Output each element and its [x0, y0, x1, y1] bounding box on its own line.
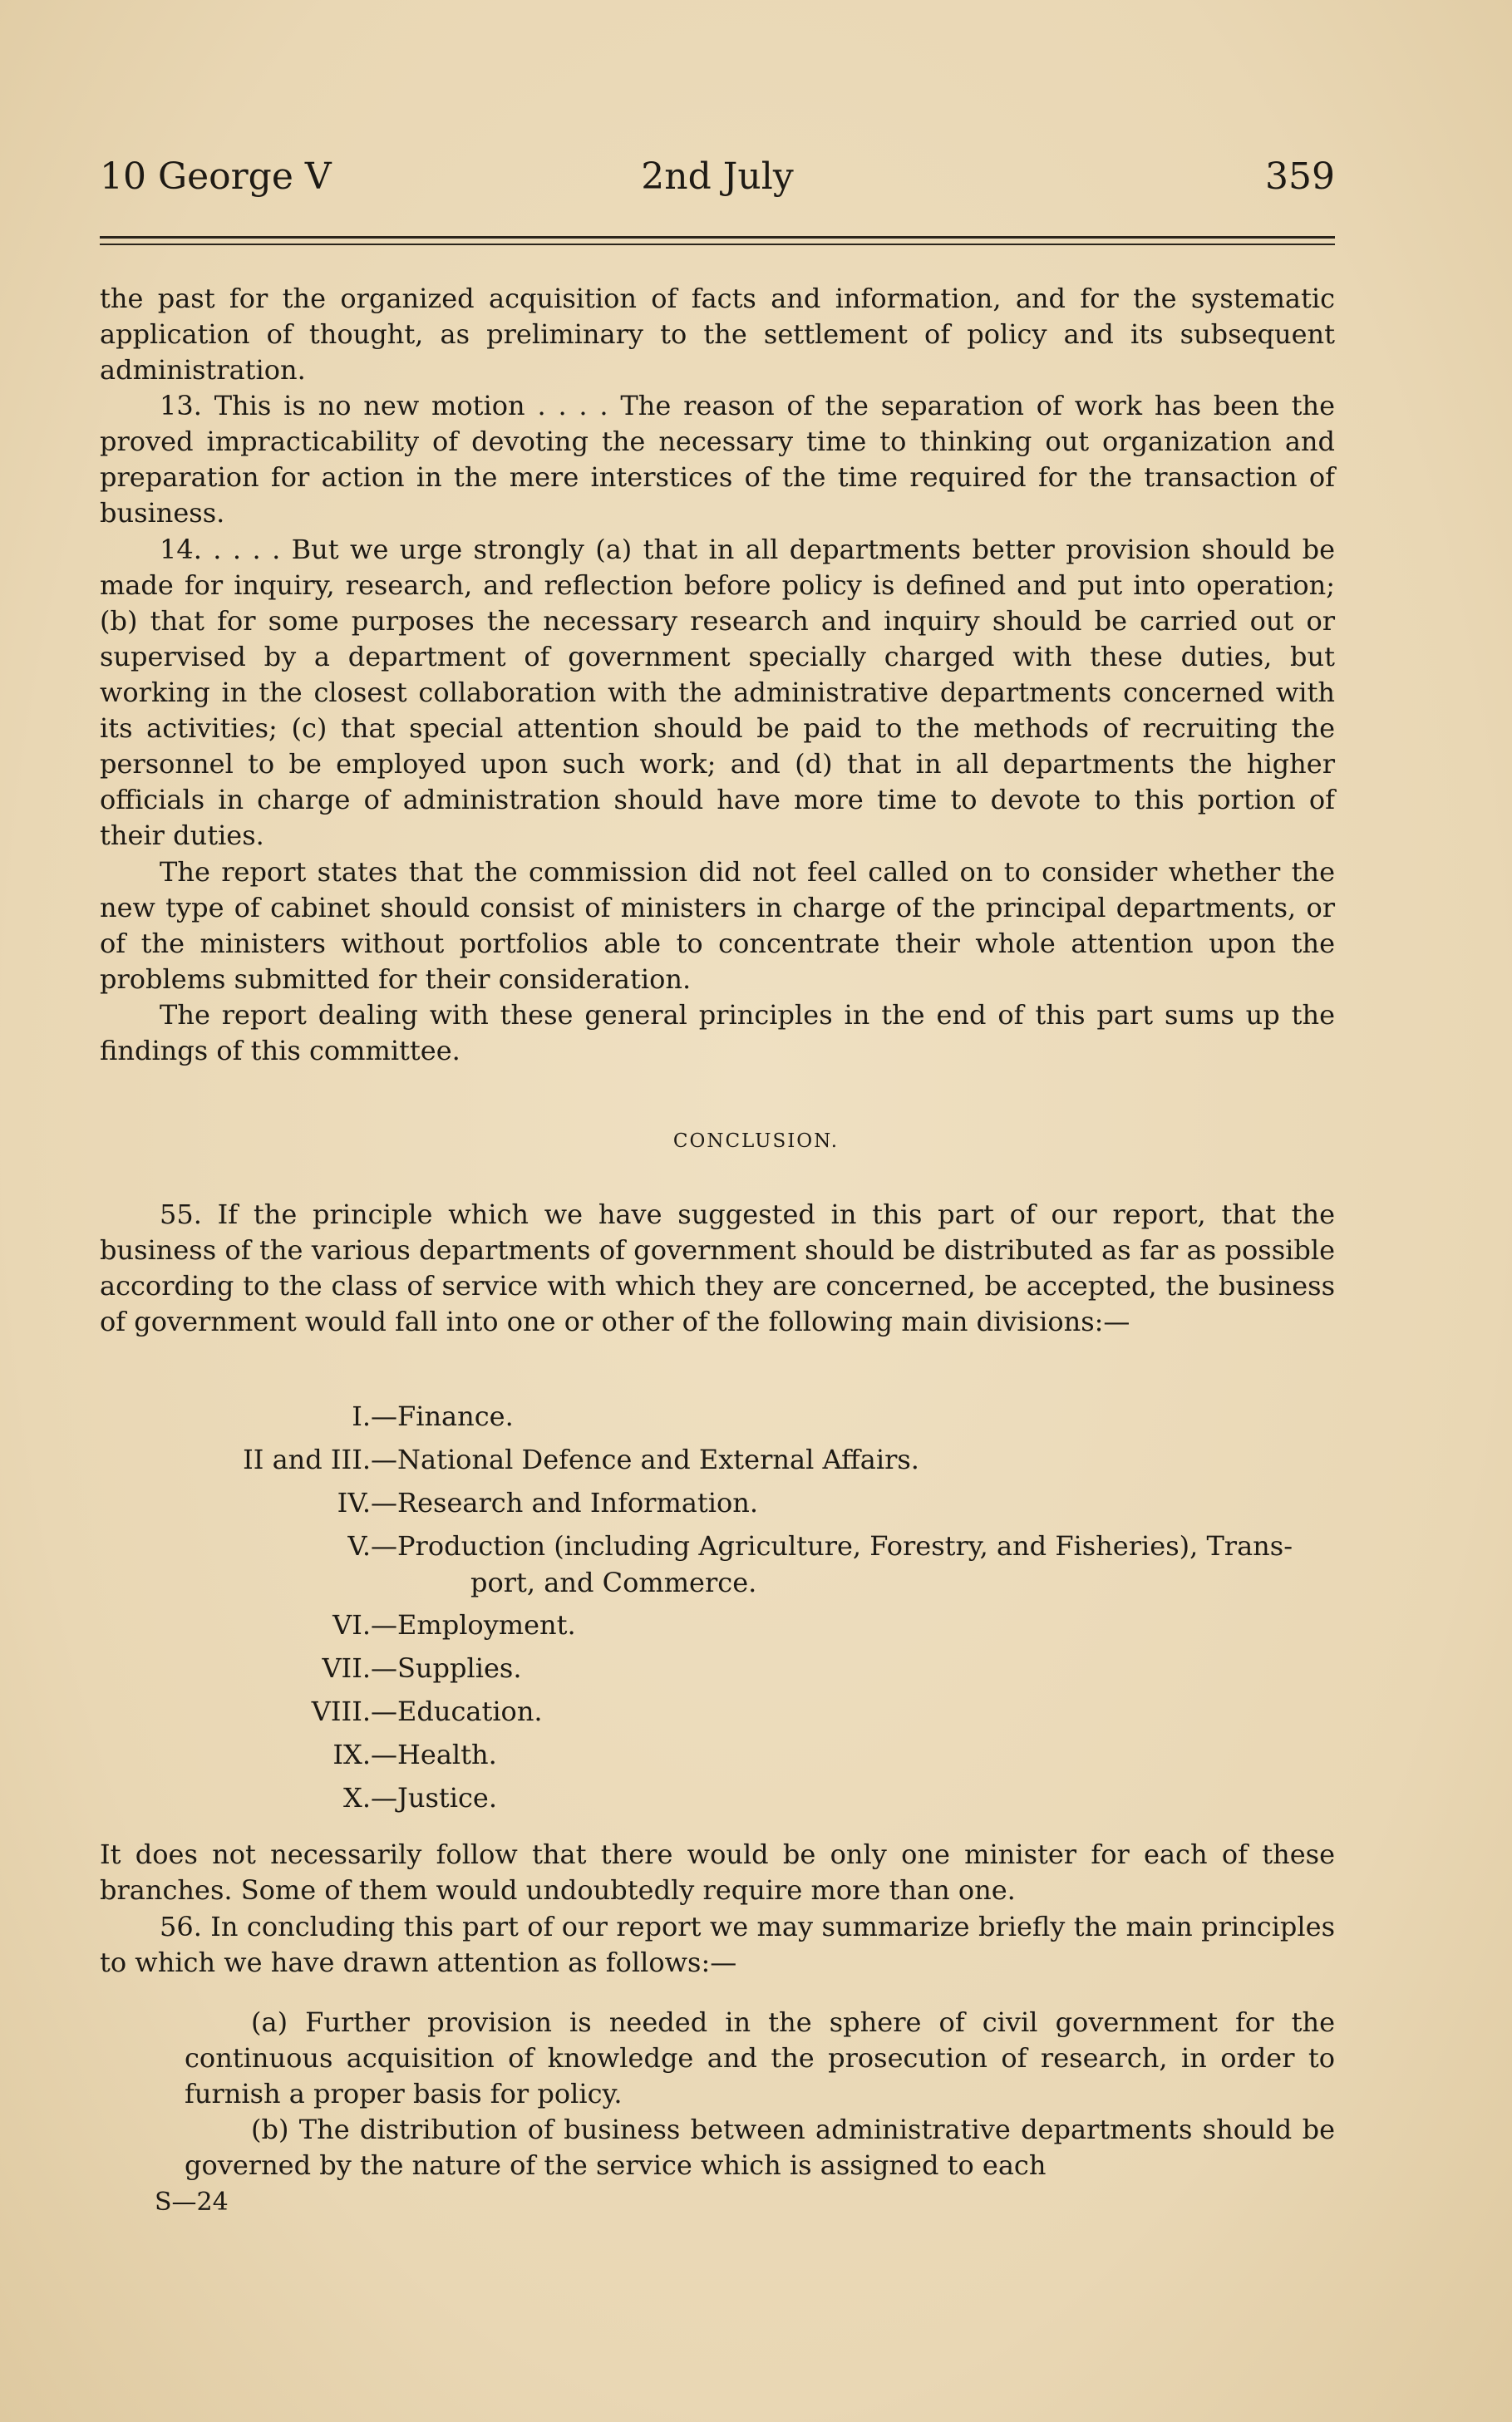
page-number: 359	[1265, 155, 1335, 198]
list-item	[100, 1438, 1335, 1481]
division-number: II and III.	[243, 1444, 371, 1475]
section-heading-conclusion: CONCLUSION.	[672, 1130, 840, 1152]
paragraph-continuation: the past for the organized acquisition of facts and information, and for the systematic application of thought, as preliminary to the settlement of policy and its subsequent administration.	[100, 283, 1335, 386]
list-item	[100, 1733, 1335, 1776]
list-item	[100, 1647, 1335, 1690]
division-number: VIII.	[311, 1696, 371, 1727]
list-item	[100, 1395, 1335, 1438]
list-item	[100, 1776, 1335, 1819]
paragraph-report-dealing: The report dealing with these general principles in the end of this part sums up the findings of this committee.	[100, 999, 1335, 1066]
divisions-list	[100, 1395, 1335, 1819]
list-item	[100, 1603, 1335, 1647]
division-label: —Supplies.	[371, 1652, 522, 1684]
division-number: VII.	[322, 1652, 371, 1684]
division-label: —Employment.	[371, 1609, 576, 1641]
division-label	[371, 1528, 1335, 1601]
paragraph-minister-note: It does not necessarily follow that there would be only one minister for each of these branches. Some of them would undoubtedly require more than one.	[100, 1839, 1335, 1906]
header-date: 2nd July	[641, 155, 794, 198]
list-item	[100, 1524, 1335, 1603]
paragraph-14: 14. . . . . But we urge strongly (a) that in all departments better provision should be made for inquiry, research, and reflection before policy is defined and put into operation; (b) that for some purposes the necessary research and inquiry should be carried out or supervised by a department of government specially charged with these duties, but working in the closest collaboration with the administrative departments concerned with its activities; (c) that special attention should be paid to the methods of recruiting the personnel to be employed upon such work; and (d) that in all departments the higher officials in charge of administration should have more time to devote to this portion of their duties.	[100, 534, 1335, 851]
signature-mark: S—24	[155, 2188, 229, 2217]
division-number: V.	[347, 1530, 371, 1562]
paragraph-56: 56. In concluding this part of our report we may summarize briefly the main principles to which we have drawn attention as follows:—	[100, 1911, 1335, 1978]
header-rule-top	[100, 236, 1335, 239]
principle-a: (a) Further provision is needed in the sphere of civil government for the continuous acquisition of knowledge and the prosecution of research, in order to furnish a proper basis for policy.	[185, 2006, 1335, 2109]
division-label: —Health.	[371, 1739, 497, 1770]
paragraph-report-states: The report states that the commission did not feel called on to consider whether the new type of cabinet should consist of ministers in charge of the principal departments, or of the ministers without portfolios able to concentrate their whole attention upon the problems submitted for their consideration.	[100, 856, 1335, 995]
division-number: IX.	[332, 1739, 371, 1770]
paragraph-55: 55. If the principle which we have suggested in this part of our report, that the business of the various departments of government should be distributed as far as possible according to the class of service with which they are concerned, be accepted, the business of government would fall into one or other of the following main divisions:—	[100, 1199, 1335, 1337]
division-number: IV.	[337, 1487, 371, 1519]
division-number: X.	[343, 1782, 371, 1814]
header-regnal-year: 10 George V	[100, 155, 332, 198]
division-label: —National Defence and External Affairs.	[371, 1444, 919, 1475]
list-item	[100, 1690, 1335, 1733]
division-number: VI.	[332, 1609, 371, 1641]
division-label-line-2: port, and Commerce.	[470, 1567, 757, 1598]
header-rule-bottom	[100, 244, 1335, 245]
page-header	[100, 148, 1335, 206]
division-number: I.	[352, 1401, 371, 1432]
division-label: —Education.	[371, 1696, 543, 1727]
paragraph-13: 13. This is no new motion . . . . The reason of the separation of work has been the proved impracticability of devoting the necessary time to thinking out organization and preparation for action in the mere interstices of the time required for the transaction of business.	[100, 390, 1335, 529]
division-label: —Research and Information.	[371, 1487, 759, 1519]
division-label: —Justice.	[371, 1782, 497, 1814]
division-label-line-1: —Production (including Agriculture, Forestry, and Fisheries), Trans-	[371, 1530, 1293, 1562]
list-item	[100, 1481, 1335, 1524]
principle-b: (b) The distribution of business between administrative departments should be governed by the nature of the service which is assigned to each	[185, 2114, 1335, 2181]
division-label: —Finance.	[371, 1401, 514, 1432]
